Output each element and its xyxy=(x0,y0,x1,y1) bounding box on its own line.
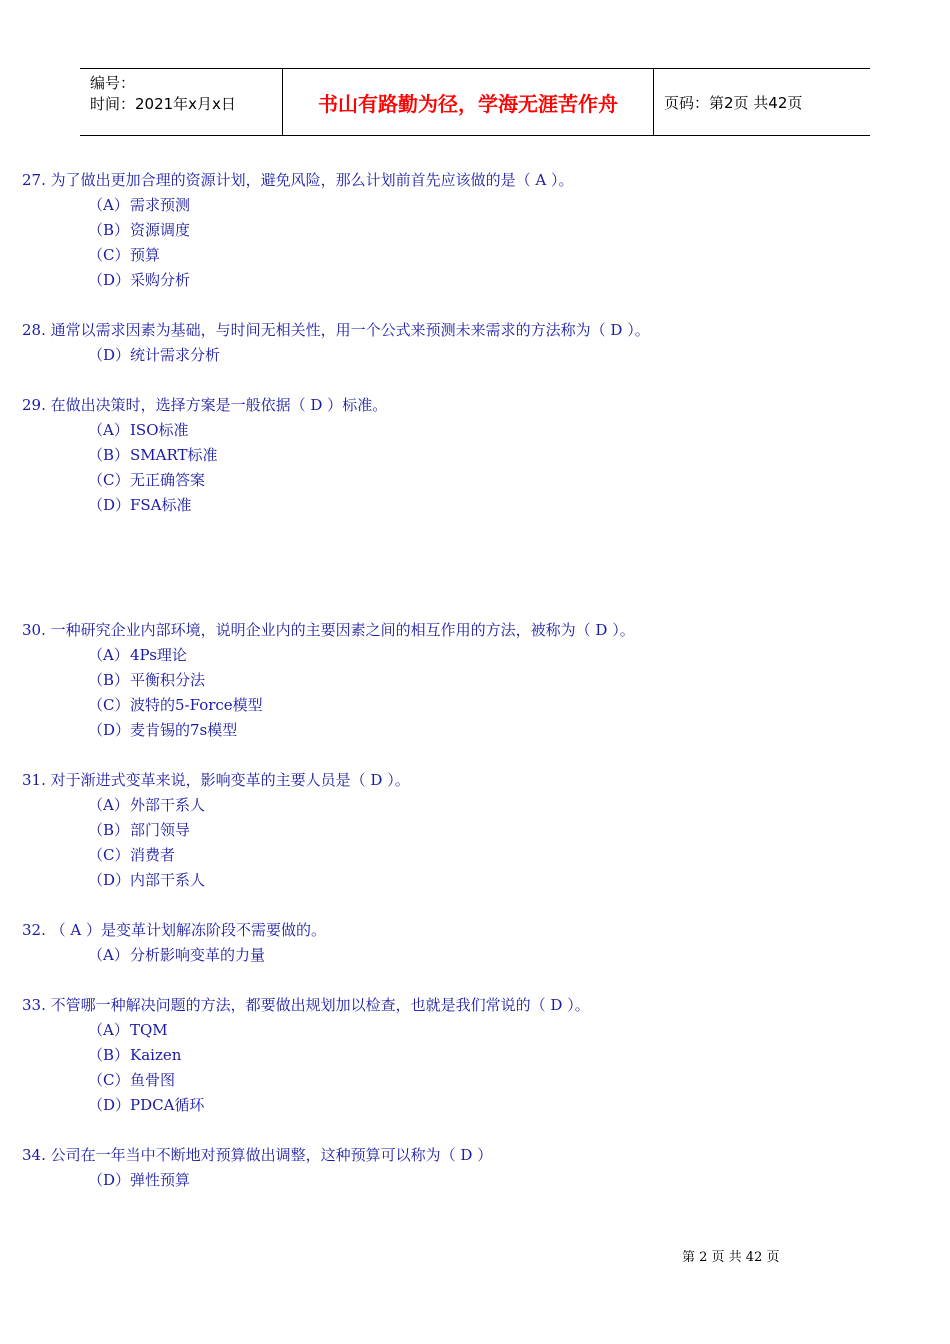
option-label: （D） xyxy=(88,1171,131,1189)
option xyxy=(22,868,922,893)
option xyxy=(22,793,922,818)
option xyxy=(22,668,922,693)
option-label: （D） xyxy=(88,1096,131,1114)
question-31 xyxy=(22,768,922,893)
option xyxy=(22,843,922,868)
option-text: 资源调度 xyxy=(130,221,191,239)
option-label: （B） xyxy=(88,446,130,464)
question-stem: 30. 一种研究企业内部环境，说明企业内的主要因素之间的相互作用的方法，被称为（ D ）。 xyxy=(22,621,635,639)
option xyxy=(22,718,922,743)
option xyxy=(22,418,922,443)
question-stem: 33. 不管哪一种解决问题的方法，都要做出规划加以检查，也就是我们常说的（ D ）。 xyxy=(22,996,590,1014)
option-text: 麦肯锡的7s模型 xyxy=(130,721,238,739)
option-label: （A） xyxy=(88,196,129,214)
option xyxy=(22,193,922,218)
option xyxy=(22,268,922,293)
option-text: PDCA循环 xyxy=(130,1096,205,1114)
option-label: （A） xyxy=(88,946,129,964)
question-stem: 32. （ A ）是变革计划解冻阶段不需要做的。 xyxy=(22,921,326,939)
option xyxy=(22,1018,922,1043)
option-text: 采购分析 xyxy=(130,271,191,289)
option xyxy=(22,1043,922,1068)
option-label: （C） xyxy=(88,246,130,264)
option xyxy=(22,693,922,718)
question-32 xyxy=(22,918,922,968)
option xyxy=(22,443,922,468)
header-motto: 书山有路勤为径，学海无涯苦作舟 xyxy=(282,69,654,135)
page-footer: 第 2 页 共 42 页 xyxy=(682,1250,780,1265)
option-text: 需求预测 xyxy=(130,196,191,214)
option-label: （B） xyxy=(88,1046,130,1064)
question-stem: 31. 对于渐进式变革来说，影响变革的主要人员是（ D ）。 xyxy=(22,771,410,789)
question-stem: 29. 在做出决策时，选择方案是一般依据（ D ）标准。 xyxy=(22,396,388,414)
question-stem: 34. 公司在一年当中不断地对预算做出调整，这种预算可以称为（ D ） xyxy=(22,1146,493,1164)
option-label: （B） xyxy=(88,821,130,839)
option-label: （C） xyxy=(88,1071,130,1089)
header-page-info: 页码：第2页 共42页 xyxy=(664,93,803,112)
option-text: 外部干系人 xyxy=(130,796,206,814)
option xyxy=(22,818,922,843)
option-text: 平衡积分法 xyxy=(130,671,206,689)
number-label: 编号： xyxy=(90,74,136,92)
option-label: （A） xyxy=(88,646,129,664)
option-text: 分析影响变革的力量 xyxy=(130,946,266,964)
question-34 xyxy=(22,1143,922,1193)
option-label: （C） xyxy=(88,846,130,864)
option-label: （D） xyxy=(88,346,131,364)
page-header xyxy=(80,68,870,136)
option xyxy=(22,468,922,493)
time-label: 时间：2021年x月x日 xyxy=(90,95,236,113)
option-label: （D） xyxy=(88,721,131,739)
option xyxy=(22,1068,922,1093)
question-33 xyxy=(22,993,922,1118)
option-text: ISO标准 xyxy=(130,421,189,439)
option-label: （D） xyxy=(88,496,131,514)
question-29 xyxy=(22,393,922,518)
option-text: 无正确答案 xyxy=(130,471,206,489)
option-text: 内部干系人 xyxy=(130,871,206,889)
option-label: （D） xyxy=(88,271,131,289)
header-meta xyxy=(80,69,282,135)
option-text: 部门领导 xyxy=(130,821,191,839)
option-text: 统计需求分析 xyxy=(130,346,221,364)
option xyxy=(22,343,922,368)
question-stem: 28. 通常以需求因素为基础，与时间无相关性，用一个公式来预测未来需求的方法称为（ D ）。 xyxy=(22,321,650,339)
option xyxy=(22,943,922,968)
question-27 xyxy=(22,168,922,293)
question-list xyxy=(22,168,922,1193)
option-text: 消费者 xyxy=(130,846,176,864)
option xyxy=(22,493,922,518)
option-label: （D） xyxy=(88,871,131,889)
option xyxy=(22,218,922,243)
option xyxy=(22,643,922,668)
option-label: （C） xyxy=(88,696,130,714)
option xyxy=(22,243,922,268)
option-label: （A） xyxy=(88,1021,129,1039)
option-label: （C） xyxy=(88,471,130,489)
option-text: 鱼骨图 xyxy=(130,1071,176,1089)
option xyxy=(22,1168,922,1193)
option-text: 4Ps理论 xyxy=(130,646,187,664)
option-label: （A） xyxy=(88,796,129,814)
option-text: SMART标准 xyxy=(130,446,218,464)
option-text: FSA标准 xyxy=(130,496,192,514)
option-label: （B） xyxy=(88,221,130,239)
option-text: TQM xyxy=(130,1021,168,1039)
option-text: 波特的5-Force模型 xyxy=(130,696,263,714)
question-28 xyxy=(22,318,922,368)
option-text: 弹性预算 xyxy=(130,1171,191,1189)
option-label: （A） xyxy=(88,421,129,439)
question-30 xyxy=(22,618,922,743)
option xyxy=(22,1093,922,1118)
option-label: （B） xyxy=(88,671,130,689)
question-stem: 27. 为了做出更加合理的资源计划，避免风险，那么计划前首先应该做的是（ A ）。 xyxy=(22,171,574,189)
option-text: 预算 xyxy=(130,246,161,264)
option-text: Kaizen xyxy=(130,1046,182,1064)
